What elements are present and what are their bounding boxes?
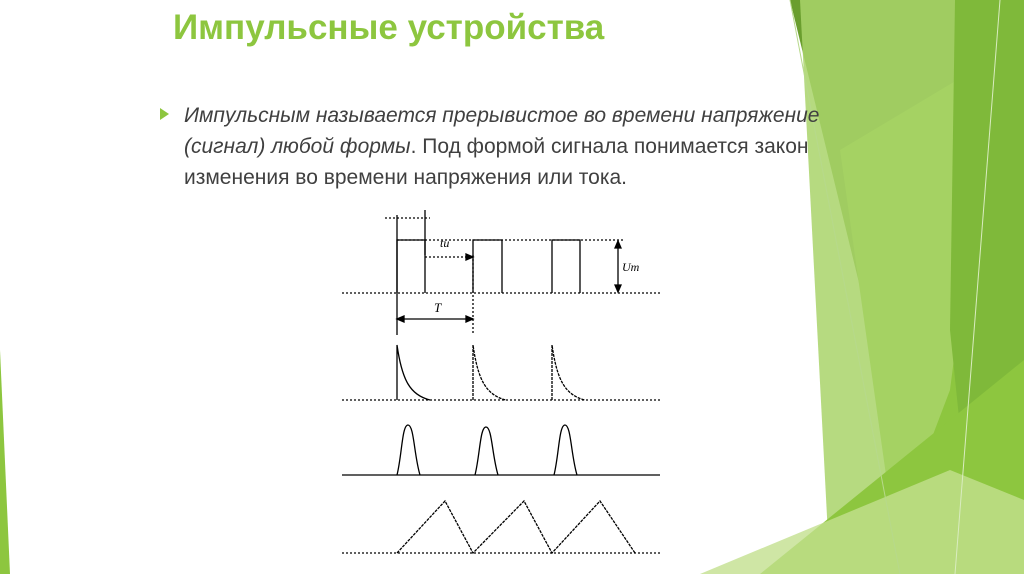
- label-pulse-width: tи: [440, 236, 450, 250]
- rect-pulse-2: [473, 240, 502, 293]
- bullet-text: [184, 100, 824, 193]
- period-arrow-head-right: [466, 316, 473, 322]
- amplitude-arrow-head-top: [615, 241, 621, 248]
- exp-spike-1: [397, 345, 430, 400]
- waveform-bell: [342, 425, 660, 475]
- label-period: T: [434, 300, 442, 315]
- rect-pulse-1: [397, 240, 425, 293]
- bell-pulse-1: [397, 425, 420, 475]
- bell-pulse-3: [554, 425, 577, 475]
- label-amplitude: Um: [622, 260, 640, 274]
- slide-title: Импульсные устройства: [173, 8, 605, 47]
- waveform-exponential: [342, 345, 660, 400]
- green-left-edge: [0, 350, 10, 574]
- width-arrow-head: [466, 254, 473, 260]
- exp-spike-3: [552, 345, 585, 400]
- bullet-normal-text: . Под формой сигнала понимается закон изменения во времени напряжения или тока.: [184, 135, 809, 189]
- waveform-sawtooth: [342, 501, 660, 553]
- exp-spike-2: [473, 345, 506, 400]
- bell-pulse-2: [475, 427, 498, 475]
- amplitude-arrow-head-bottom: [615, 285, 621, 292]
- saw-line: [397, 501, 635, 553]
- bullet-arrow-icon: [160, 108, 169, 120]
- pulse-waveforms-diagram: [330, 195, 670, 570]
- waveform-rectangular: [342, 210, 660, 335]
- period-arrow-head-left: [397, 316, 404, 322]
- bullet-italic-text: Импульсным называется прерывистое во времени напряжение (сигнал) любой формы: [184, 104, 820, 158]
- rect-pulse-3: [552, 240, 580, 293]
